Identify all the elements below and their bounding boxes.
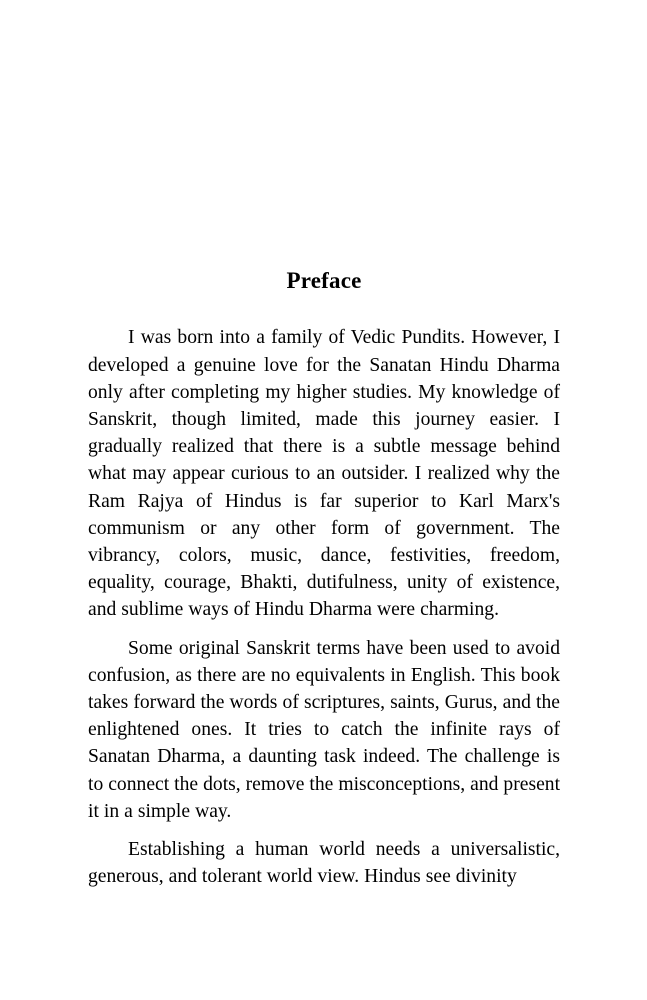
body-paragraph: Establishing a human world needs a universalistic, generous, and tolerant world view. Hindus see divinity <box>88 839 560 888</box>
page-title: Preface <box>286 268 362 293</box>
body-paragraph: Some original Sanskrit terms have been used to avoid confusion, as there are no equivalents in English. This book takes forward the words of scriptures, saints, Gurus, and the enlightened ones. It tries to catch the infinite rays of Sanatan Dharma, a daunting task indeed. The challenge is to connect the dots, remove the misconceptions, and present it in a simple way. <box>88 637 561 822</box>
page-content <box>88 268 560 891</box>
body-paragraph: I was born into a family of Vedic Pundits. However, I developed a genuine love for the Sanatan Hindu Dharma only after completing my higher studies. My knowledge of Sanskrit, though limited, made this journey easier. I gradually realized that there is a subtle message behind what may appear curious to an outsider. I realized why the Ram Rajya of Hindus is far superior to Karl Marx's communism or any other form of government. The vibrancy, colors, music, dance, festivities, freedom, equality, courage, Bhakti, dutifulness, unity of existence, and sublime ways of Hindu Dharma were charming. <box>88 327 560 621</box>
